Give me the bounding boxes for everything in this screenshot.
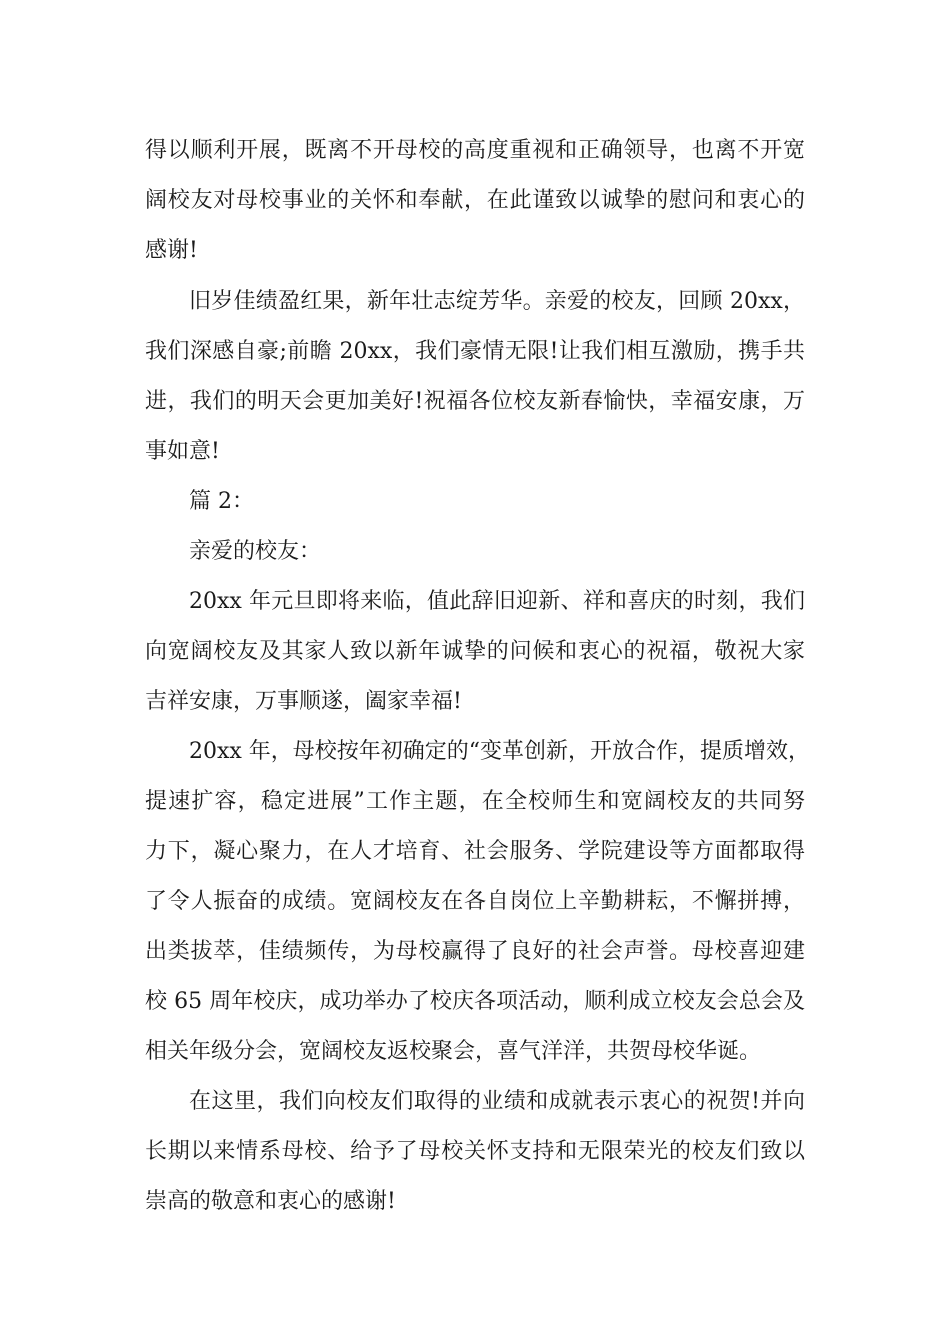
paragraph-line: 在这里，我们向校友们取得的业绩和成就表示衷心的祝贺!并向 [189, 1089, 805, 1114]
paragraph-line: 20xx 年，母校按年初确定的“变革创新，开放合作，提质增效， [189, 739, 811, 764]
paragraph-line: 提速扩容，稳定进展”工作主题，在全校师生和宽阔校友的共同努 [145, 789, 805, 814]
paragraph-line: 阔校友对母校事业的关怀和奉献，在此谨致以诚挚的慰问和衷心的 [145, 188, 805, 213]
paragraph-line: 向宽阔校友及其家人致以新年诚挚的问候和衷心的祝福，敬祝大家 [145, 639, 805, 664]
paragraph-line: 校 65 周年校庆，成功举办了校庆各项活动，顺利成立校友会总会及 [145, 989, 805, 1014]
paragraph-line: 20xx 年元旦即将来临，值此辞旧迎新、祥和喜庆的时刻，我们 [189, 589, 805, 614]
salutation: 亲爱的校友： [189, 539, 322, 564]
paragraph-line: 进，我们的明天会更加美好!祝福各位校友新春愉快，幸福安康，万 [145, 389, 805, 414]
paragraph-line: 长期以来情系母校、给予了母校关怀支持和无限荣光的校友们致以 [145, 1139, 805, 1164]
paragraph-line: 旧岁佳绩盈红果，新年壮志绽芳华。亲爱的校友，回顾 20xx， [189, 289, 805, 314]
paragraph-line: 崇高的敬意和衷心的感谢! [145, 1189, 396, 1214]
section-heading: 篇 2： [189, 489, 254, 514]
paragraph-line: 力下，凝心聚力，在人才培育、社会服务、学院建设等方面都取得 [145, 839, 805, 864]
paragraph-line: 了令人振奋的成绩。宽阔校友在各自岗位上辛勤耕耘，不懈拼搏， [145, 889, 805, 914]
paragraph-line: 事如意! [145, 439, 220, 464]
paragraph-line: 出类拔萃，佳绩频传，为母校赢得了良好的社会声誉。母校喜迎建 [145, 939, 805, 964]
paragraph-line: 相关年级分会，宽阔校友返校聚会，喜气洋洋，共贺母校华诞。 [145, 1039, 762, 1064]
paragraph-line: 吉祥安康，万事顺遂，阖家幸福! [145, 689, 462, 714]
paragraph-line: 感谢! [145, 238, 198, 263]
paragraph-line: 我们深感自豪;前瞻 20xx，我们豪情无限!让我们相互激励，携手共 [145, 339, 805, 364]
paragraph-line: 得以顺利开展，既离不开母校的高度重视和正确领导，也离不开宽 [145, 138, 805, 163]
